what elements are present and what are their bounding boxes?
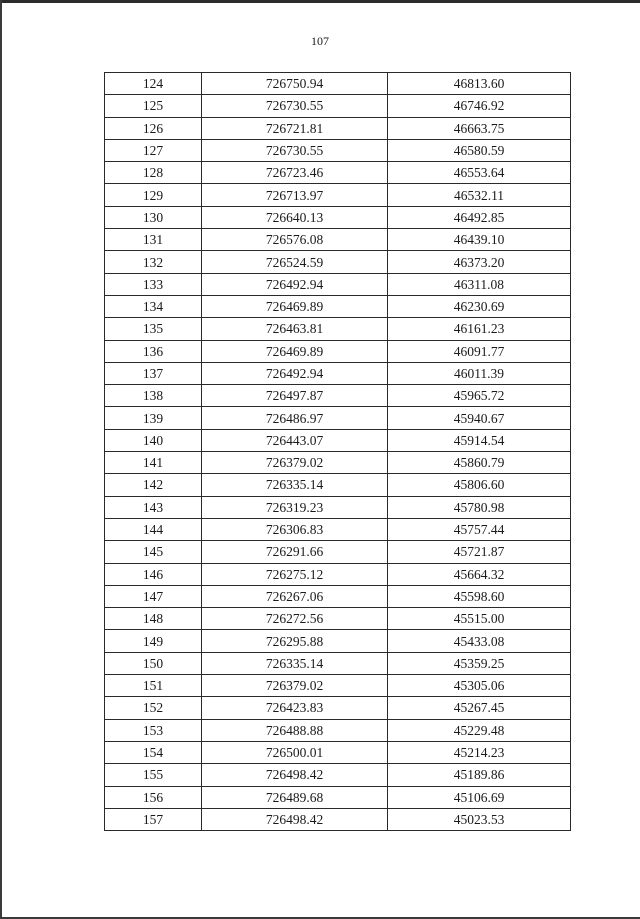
x-coordinate-cell: 726379.02: [202, 675, 388, 697]
x-coordinate-cell: 726576.08: [202, 229, 388, 251]
y-coordinate-cell: 45359.25: [388, 652, 571, 674]
y-coordinate-cell: 46553.64: [388, 162, 571, 184]
table-row: [105, 362, 571, 384]
scan-border-top: [0, 0, 640, 3]
y-coordinate-cell: 46580.59: [388, 139, 571, 161]
y-coordinate-cell: 45965.72: [388, 385, 571, 407]
point-number-cell: 141: [105, 452, 202, 474]
table-row: [105, 73, 571, 95]
y-coordinate-cell: 46492.85: [388, 206, 571, 228]
x-coordinate-cell: 726267.06: [202, 585, 388, 607]
y-coordinate-cell: 45229.48: [388, 719, 571, 741]
coordinate-table-body: [105, 73, 571, 831]
x-coordinate-cell: 726640.13: [202, 206, 388, 228]
point-number-cell: 131: [105, 229, 202, 251]
table-row: [105, 407, 571, 429]
point-number-cell: 146: [105, 563, 202, 585]
x-coordinate-cell: 726295.88: [202, 630, 388, 652]
x-coordinate-cell: 726291.66: [202, 541, 388, 563]
point-number-cell: 149: [105, 630, 202, 652]
point-number-cell: 133: [105, 273, 202, 295]
point-number-cell: 128: [105, 162, 202, 184]
table-row: [105, 697, 571, 719]
table-row: [105, 541, 571, 563]
point-number-cell: 130: [105, 206, 202, 228]
point-number-cell: 125: [105, 95, 202, 117]
x-coordinate-cell: 726492.94: [202, 273, 388, 295]
y-coordinate-cell: 46230.69: [388, 295, 571, 317]
x-coordinate-cell: 726486.97: [202, 407, 388, 429]
y-coordinate-cell: 45914.54: [388, 429, 571, 451]
y-coordinate-cell: 45940.67: [388, 407, 571, 429]
x-coordinate-cell: 726498.42: [202, 808, 388, 830]
table-row: [105, 585, 571, 607]
y-coordinate-cell: 46011.39: [388, 362, 571, 384]
x-coordinate-cell: 726379.02: [202, 452, 388, 474]
point-number-cell: 151: [105, 675, 202, 697]
point-number-cell: 135: [105, 318, 202, 340]
point-number-cell: 156: [105, 786, 202, 808]
x-coordinate-cell: 726721.81: [202, 117, 388, 139]
point-number-cell: 138: [105, 385, 202, 407]
point-number-cell: 136: [105, 340, 202, 362]
coordinate-table: [104, 72, 571, 831]
y-coordinate-cell: 45806.60: [388, 474, 571, 496]
table-row: [105, 229, 571, 251]
x-coordinate-cell: 726423.83: [202, 697, 388, 719]
y-coordinate-cell: 45757.44: [388, 518, 571, 540]
point-number-cell: 155: [105, 764, 202, 786]
x-coordinate-cell: 726500.01: [202, 741, 388, 763]
y-coordinate-cell: 45664.32: [388, 563, 571, 585]
table-row: [105, 675, 571, 697]
table-row: [105, 652, 571, 674]
table-row: [105, 295, 571, 317]
x-coordinate-cell: 726335.14: [202, 652, 388, 674]
table-row: [105, 162, 571, 184]
y-coordinate-cell: 45515.00: [388, 608, 571, 630]
y-coordinate-cell: 45189.86: [388, 764, 571, 786]
x-coordinate-cell: 726497.87: [202, 385, 388, 407]
table-row: [105, 251, 571, 273]
point-number-cell: 144: [105, 518, 202, 540]
point-number-cell: 124: [105, 73, 202, 95]
y-coordinate-cell: 45214.23: [388, 741, 571, 763]
page-number: 107: [311, 34, 329, 48]
y-coordinate-cell: 45598.60: [388, 585, 571, 607]
table-row: [105, 206, 571, 228]
point-number-cell: 145: [105, 541, 202, 563]
table-row: [105, 139, 571, 161]
table-row: [105, 563, 571, 585]
point-number-cell: 134: [105, 295, 202, 317]
table-row: [105, 496, 571, 518]
table-row: [105, 318, 571, 340]
table-row: [105, 340, 571, 362]
table-row: [105, 184, 571, 206]
table-row: [105, 452, 571, 474]
point-number-cell: 132: [105, 251, 202, 273]
x-coordinate-cell: 726335.14: [202, 474, 388, 496]
table-row: [105, 786, 571, 808]
table-row: [105, 808, 571, 830]
point-number-cell: 127: [105, 139, 202, 161]
point-number-cell: 148: [105, 608, 202, 630]
point-number-cell: 150: [105, 652, 202, 674]
point-number-cell: 137: [105, 362, 202, 384]
table-row: [105, 273, 571, 295]
y-coordinate-cell: 46813.60: [388, 73, 571, 95]
x-coordinate-cell: 726463.81: [202, 318, 388, 340]
y-coordinate-cell: 45023.53: [388, 808, 571, 830]
y-coordinate-cell: 46439.10: [388, 229, 571, 251]
point-number-cell: 129: [105, 184, 202, 206]
table-row: [105, 608, 571, 630]
y-coordinate-cell: 46663.75: [388, 117, 571, 139]
y-coordinate-cell: 46091.77: [388, 340, 571, 362]
point-number-cell: 157: [105, 808, 202, 830]
x-coordinate-cell: 726498.42: [202, 764, 388, 786]
point-number-cell: 139: [105, 407, 202, 429]
point-number-cell: 147: [105, 585, 202, 607]
y-coordinate-cell: 45305.06: [388, 675, 571, 697]
point-number-cell: 142: [105, 474, 202, 496]
point-number-cell: 126: [105, 117, 202, 139]
x-coordinate-cell: 726469.89: [202, 295, 388, 317]
point-number-cell: 143: [105, 496, 202, 518]
x-coordinate-cell: 726723.46: [202, 162, 388, 184]
table-row: [105, 741, 571, 763]
scan-border-left: [0, 0, 2, 919]
x-coordinate-cell: 726492.94: [202, 362, 388, 384]
y-coordinate-cell: 45721.87: [388, 541, 571, 563]
table-row: [105, 518, 571, 540]
x-coordinate-cell: 726319.23: [202, 496, 388, 518]
x-coordinate-cell: 726489.68: [202, 786, 388, 808]
point-number-cell: 152: [105, 697, 202, 719]
table-row: [105, 385, 571, 407]
x-coordinate-cell: 726469.89: [202, 340, 388, 362]
x-coordinate-cell: 726275.12: [202, 563, 388, 585]
x-coordinate-cell: 726750.94: [202, 73, 388, 95]
x-coordinate-cell: 726713.97: [202, 184, 388, 206]
x-coordinate-cell: 726488.88: [202, 719, 388, 741]
table-row: [105, 474, 571, 496]
table-row: [105, 630, 571, 652]
x-coordinate-cell: 726730.55: [202, 139, 388, 161]
table-row: [105, 95, 571, 117]
x-coordinate-cell: 726272.56: [202, 608, 388, 630]
y-coordinate-cell: 46311.08: [388, 273, 571, 295]
x-coordinate-cell: 726730.55: [202, 95, 388, 117]
y-coordinate-cell: 46746.92: [388, 95, 571, 117]
y-coordinate-cell: 45267.45: [388, 697, 571, 719]
table-row: [105, 429, 571, 451]
table-row: [105, 719, 571, 741]
y-coordinate-cell: 45780.98: [388, 496, 571, 518]
point-number-cell: 154: [105, 741, 202, 763]
table-row: [105, 117, 571, 139]
y-coordinate-cell: 45860.79: [388, 452, 571, 474]
x-coordinate-cell: 726524.59: [202, 251, 388, 273]
y-coordinate-cell: 46373.20: [388, 251, 571, 273]
table-row: [105, 764, 571, 786]
y-coordinate-cell: 46532.11: [388, 184, 571, 206]
point-number-cell: 153: [105, 719, 202, 741]
point-number-cell: 140: [105, 429, 202, 451]
x-coordinate-cell: 726443.07: [202, 429, 388, 451]
x-coordinate-cell: 726306.83: [202, 518, 388, 540]
y-coordinate-cell: 46161.23: [388, 318, 571, 340]
y-coordinate-cell: 45433.08: [388, 630, 571, 652]
y-coordinate-cell: 45106.69: [388, 786, 571, 808]
